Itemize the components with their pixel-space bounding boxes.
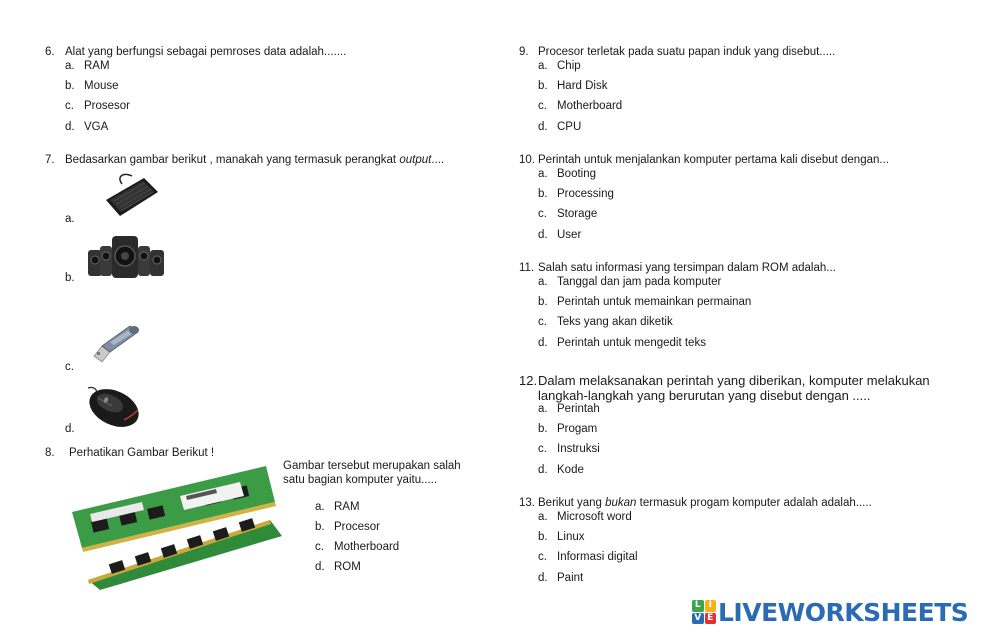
option-letter: d. [538, 572, 548, 584]
question-text: langkah-langkah yang berurutan yang disebut dengan ..... [538, 388, 871, 403]
option-letter: a. [538, 511, 548, 523]
question-number: 13. [519, 497, 535, 509]
question-number: 10. [519, 154, 535, 166]
answer-option[interactable]: Microsoft word [557, 511, 632, 523]
question-number: 12. [519, 373, 538, 388]
question-text: Alat yang berfungsi sebagai pemroses data adalah....... [65, 46, 347, 58]
question-text: Salah satu informasi yang tersimpan dalam ROM adalah... [538, 262, 836, 274]
answer-option[interactable]: RAM [84, 60, 110, 72]
keyboard-image[interactable] [102, 170, 160, 223]
answer-option[interactable]: Motherboard [334, 541, 400, 553]
answer-option[interactable]: Linux [557, 531, 585, 543]
answer-option[interactable]: Kode [557, 464, 584, 476]
question-text: Dalam melaksanakan perintah yang diberikan, komputer melakukan [538, 373, 930, 388]
option-letter: b. [538, 296, 548, 308]
question-text: Procesor terletak pada suatu papan induk yang disebut..... [538, 46, 836, 58]
answer-option[interactable]: Booting [557, 168, 597, 180]
question-number: 8. [45, 447, 55, 459]
question-text: Berikut yang bukan termasuk progam komputer adalah adalah..... [538, 497, 872, 509]
speakers-image[interactable] [84, 232, 168, 285]
answer-option[interactable]: Chip [557, 60, 581, 72]
answer-option[interactable]: Procesor [334, 521, 381, 533]
liveworksheets-logo-text: LIVEWORKSHEETS [718, 597, 969, 627]
answer-option[interactable]: Informasi digital [557, 551, 638, 563]
option-letter: a. [538, 403, 548, 415]
question-number: 6. [45, 46, 55, 58]
option-letter: c. [538, 316, 547, 328]
option-letter: d. [315, 561, 325, 573]
option-letter: c. [538, 551, 547, 563]
answer-option[interactable]: RAM [334, 501, 360, 513]
answer-option[interactable]: Progam [557, 423, 598, 435]
option-letter: d. [65, 121, 75, 133]
answer-option[interactable]: Perintah untuk mengedit teks [557, 337, 706, 349]
option-letter: d. [538, 121, 548, 133]
option-letter: b. [538, 531, 548, 543]
option-letter: d. [538, 229, 548, 241]
answer-option[interactable]: Tanggal dan jam pada komputer [557, 276, 722, 288]
mouse-image[interactable] [84, 384, 144, 433]
answer-option[interactable]: Storage [557, 208, 598, 220]
answer-option[interactable]: Prosesor [84, 100, 131, 112]
option-letter: b. [538, 188, 548, 200]
answer-option[interactable]: User [557, 229, 582, 241]
option-letter: d. [538, 337, 548, 349]
answer-option[interactable]: Paint [557, 572, 584, 584]
answer-option[interactable]: Mouse [84, 80, 119, 92]
question-number: 11. [519, 262, 535, 274]
question-text: Perintah untuk menjalankan komputer pertama kali disebut dengan... [538, 154, 889, 166]
question-side-text: Gambar tersebut merupakan salah [283, 460, 461, 472]
answer-option[interactable]: Hard Disk [557, 80, 608, 92]
answer-option[interactable]: Instruksi [557, 443, 600, 455]
usb-flashdisk-image[interactable] [88, 322, 148, 371]
answer-option[interactable]: Teks yang akan diketik [557, 316, 673, 328]
option-letter: b. [65, 80, 75, 92]
answer-option[interactable]: Processing [557, 188, 614, 200]
option-letter: a. [538, 276, 548, 288]
answer-option[interactable]: Motherboard [557, 100, 623, 112]
option-letter: b. [315, 521, 325, 533]
option-letter: c. [538, 208, 547, 220]
question-number: 9. [519, 46, 529, 58]
option-letter: c. [65, 100, 74, 112]
answer-option[interactable]: CPU [557, 121, 582, 133]
option-letter: d. [65, 423, 75, 435]
question-text: Bedasarkan gambar berikut , manakah yang termasuk perangkat output.... [65, 154, 445, 166]
option-letter: a. [315, 501, 325, 513]
answer-option[interactable]: Perintah untuk memainkan permainan [557, 296, 752, 308]
option-letter: a. [65, 213, 75, 225]
option-letter: d. [538, 464, 548, 476]
option-letter: a. [538, 60, 548, 72]
liveworksheets-logo-icon: L I V E [692, 600, 716, 624]
answer-option[interactable]: ROM [334, 561, 361, 573]
answer-option[interactable]: VGA [84, 121, 109, 133]
option-letter: b. [538, 80, 548, 92]
option-letter: c. [538, 100, 547, 112]
option-letter: c. [315, 541, 324, 553]
option-letter: c. [65, 361, 74, 373]
answer-option[interactable]: Perintah [557, 403, 600, 415]
liveworksheets-logo[interactable] [692, 598, 968, 626]
question-side-text: satu bagian komputer yaitu..... [283, 474, 438, 486]
question-number: 7. [45, 154, 55, 166]
question-text: Perhatikan Gambar Berikut ! [69, 447, 215, 459]
option-letter: b. [65, 272, 75, 284]
ram-modules-image [70, 462, 285, 593]
option-letter: b. [538, 423, 548, 435]
option-letter: c. [538, 443, 547, 455]
option-letter: a. [65, 60, 75, 72]
option-letter: a. [538, 168, 548, 180]
